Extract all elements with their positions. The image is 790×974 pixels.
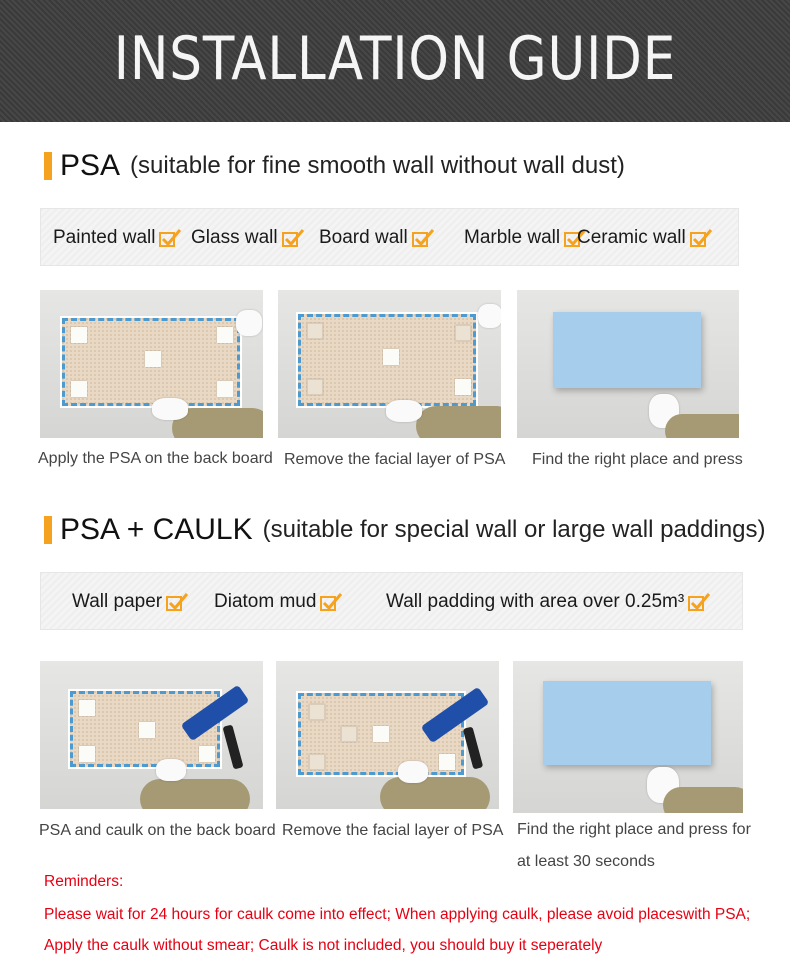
step-caption: Find the right place and press for at least 30 seconds [517, 821, 751, 870]
wall-type-item [53, 227, 181, 249]
step-photo-psa-caulk [40, 661, 263, 809]
wall-type-item [214, 591, 342, 613]
reminders-heading: Reminders: [44, 873, 124, 890]
step-photo-press-30s [513, 661, 743, 813]
reminder-line: Apply the caulk without smear; Caulk is not included, you should buy it seperately [44, 937, 603, 954]
step-photo-press [517, 290, 739, 438]
header-banner [0, 0, 790, 122]
step-photo-remove-layer-2 [276, 661, 499, 809]
section-accent-bar [44, 152, 52, 180]
wall-types-box [40, 208, 739, 266]
check-icon [320, 592, 342, 612]
wall-type-item [72, 591, 188, 613]
section-psa-caulk-heading [44, 510, 766, 550]
section-subtitle: (suitable for special wall or large wall paddings) [262, 516, 766, 543]
back-board [298, 314, 476, 406]
back-board [62, 318, 240, 406]
section-subtitle: (suitable for fine smooth wall without wall dust) [130, 152, 625, 179]
check-icon [282, 228, 304, 248]
wall-type-item [577, 227, 712, 249]
wall-type-item [464, 227, 586, 249]
step-photo-apply-psa [40, 290, 263, 438]
step-caption: Find the right place and press [532, 451, 743, 468]
wall-type-item [386, 591, 710, 613]
step-caption: Remove the facial layer of PSA [282, 822, 504, 839]
page-title: INSTALLATION GUIDE [113, 24, 677, 94]
section-psa-heading [44, 146, 625, 186]
check-icon [412, 228, 434, 248]
wall-type-label: Wall paper [72, 591, 163, 612]
check-icon [688, 592, 710, 612]
wall-type-label: Diatom mud [214, 591, 317, 612]
finished-panel [543, 681, 711, 765]
step-photo-remove-layer [278, 290, 501, 438]
wall-type-label: Ceramic wall [577, 227, 686, 248]
check-icon [159, 228, 181, 248]
wall-type-item [191, 227, 304, 249]
step-caption: PSA and caulk on the back board [39, 822, 276, 839]
section-title: PSA + CAULK [60, 513, 253, 546]
wall-type-label: Glass wall [191, 227, 278, 248]
step-caption: Apply the PSA on the back board [38, 450, 273, 467]
wall-type-label: Board wall [319, 227, 408, 248]
check-icon [690, 228, 712, 248]
check-icon [166, 592, 188, 612]
wall-type-label: Painted wall [53, 227, 156, 248]
section-title: PSA [60, 149, 121, 182]
step-caption: Remove the facial layer of PSA [284, 451, 506, 468]
wall-type-label: Marble wall [464, 227, 561, 248]
wall-type-label: Wall padding with area over 0.25m³ [386, 591, 685, 612]
reminder-line: Please wait for 24 hours for caulk come into effect; When applying caulk, please avoid placeswith PSA; [44, 906, 751, 923]
section-accent-bar [44, 516, 52, 544]
finished-panel [553, 312, 701, 388]
wall-types-box [40, 572, 743, 630]
wall-type-item [319, 227, 434, 249]
